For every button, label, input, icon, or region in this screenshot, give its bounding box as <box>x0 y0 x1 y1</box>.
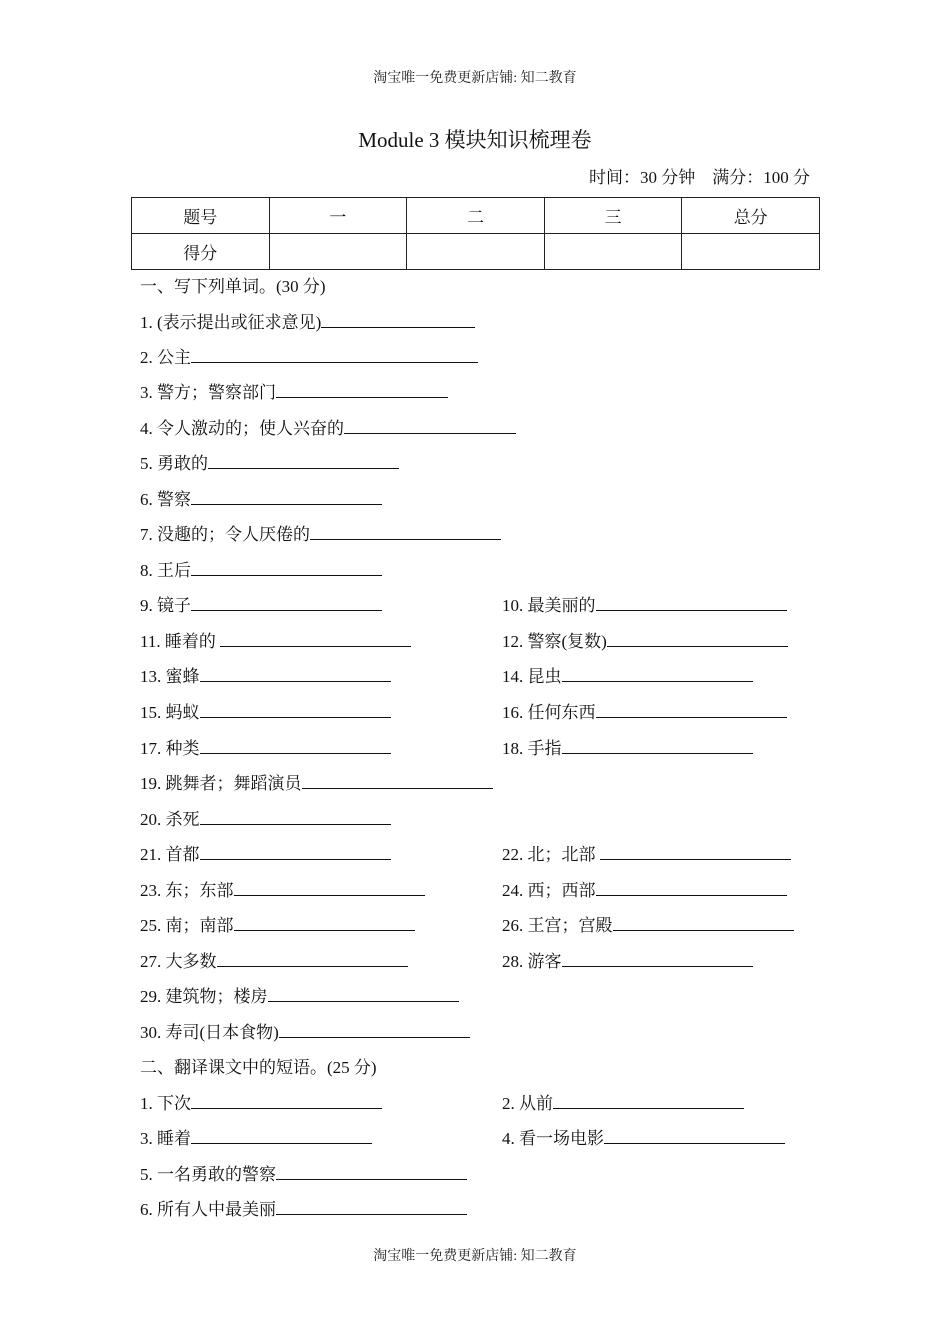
answer-blank[interactable] <box>279 1021 470 1038</box>
answer-blank[interactable] <box>200 701 391 718</box>
score-header-cell: 三 <box>544 198 682 234</box>
question-label: 4. 令人激动的；使人兴奋的 <box>140 419 344 438</box>
answer-blank[interactable] <box>600 843 791 860</box>
answer-blank[interactable] <box>276 381 448 398</box>
answer-blank[interactable] <box>234 914 415 931</box>
answer-blank[interactable] <box>191 594 382 611</box>
question-label: 23. 东；东部 <box>140 881 234 900</box>
answer-blank[interactable] <box>191 559 382 576</box>
answer-blank[interactable] <box>596 879 787 896</box>
answer-blank[interactable] <box>208 452 399 469</box>
answer-blank[interactable] <box>596 594 787 611</box>
question-item <box>140 698 391 723</box>
section-2-heading: 二、翻译课文中的短语。(25 分) <box>140 1058 377 1077</box>
score-header-cell: 题号 <box>132 198 270 234</box>
question-label: 11. 睡着的 <box>140 632 221 651</box>
answer-blank[interactable] <box>200 737 391 754</box>
answer-blank[interactable] <box>200 843 391 860</box>
answer-blank[interactable] <box>276 1198 467 1215</box>
answer-blank[interactable] <box>217 950 408 967</box>
question-label: 22. 北；北部 <box>502 845 600 864</box>
question-label: 25. 南；南部 <box>140 916 234 935</box>
question-label: 8. 王后 <box>140 561 191 580</box>
question-label: 6. 所有人中最美丽 <box>140 1200 276 1219</box>
score-header-cell: 一 <box>269 198 407 234</box>
question-item <box>502 1124 785 1149</box>
answer-blank[interactable] <box>321 311 475 328</box>
question-label: 24. 西；西部 <box>502 881 596 900</box>
question-item <box>502 840 791 865</box>
answer-blank[interactable] <box>344 417 516 434</box>
answer-blank[interactable] <box>234 879 425 896</box>
score-input-cell[interactable] <box>682 234 820 270</box>
answer-blank[interactable] <box>268 985 459 1002</box>
answer-blank[interactable] <box>200 665 391 682</box>
question-label: 27. 大多数 <box>140 952 217 971</box>
answer-blank[interactable] <box>191 1092 382 1109</box>
question-item <box>140 805 391 830</box>
question-label: 5. 一名勇敢的警察 <box>140 1165 276 1184</box>
question-label: 7. 没趣的；令人厌倦的 <box>140 525 310 544</box>
score-input-cell[interactable] <box>544 234 682 270</box>
question-item <box>140 1018 470 1043</box>
question-item <box>140 734 391 759</box>
question-item <box>140 308 475 333</box>
question-item <box>140 1160 467 1185</box>
page-footer: 淘宝唯一免费更新店铺: 知二教育 <box>373 1249 577 1264</box>
page-header: 淘宝唯一免费更新店铺: 知二教育 <box>373 71 577 86</box>
answer-blank[interactable] <box>604 1127 785 1144</box>
question-label: 5. 勇敢的 <box>140 454 208 473</box>
question-item <box>140 520 501 545</box>
question-item <box>502 591 787 616</box>
answer-blank[interactable] <box>607 630 788 647</box>
score-table-header-row <box>132 198 820 234</box>
question-label: 16. 任何东西 <box>502 703 596 722</box>
answer-blank[interactable] <box>553 1092 744 1109</box>
answer-blank[interactable] <box>613 914 794 931</box>
answer-blank[interactable] <box>191 1127 372 1144</box>
question-item <box>140 1124 372 1149</box>
question-label: 26. 王宫；宫殿 <box>502 916 613 935</box>
question-item <box>140 911 415 936</box>
question-label: 15. 蚂蚁 <box>140 703 200 722</box>
question-label: 21. 首都 <box>140 845 200 864</box>
score-row-label: 得分 <box>132 234 270 270</box>
question-label: 19. 跳舞者；舞蹈演员 <box>140 774 302 793</box>
question-label: 2. 从前 <box>502 1094 553 1113</box>
question-item <box>140 876 425 901</box>
section-1-heading: 一、写下列单词。(30 分) <box>140 277 326 296</box>
question-label: 29. 建筑物；楼房 <box>140 987 268 1006</box>
score-input-cell[interactable] <box>407 234 545 270</box>
answer-blank[interactable] <box>596 701 787 718</box>
question-label: 14. 昆虫 <box>502 667 562 686</box>
question-label: 3. 睡着 <box>140 1129 191 1148</box>
score-input-cell[interactable] <box>269 234 407 270</box>
answer-blank[interactable] <box>191 346 478 363</box>
question-label: 6. 警察 <box>140 490 191 509</box>
question-label: 12. 警察(复数) <box>502 632 607 651</box>
question-item <box>140 947 408 972</box>
score-header-cell: 总分 <box>682 198 820 234</box>
answer-blank[interactable] <box>562 737 753 754</box>
question-item <box>140 769 493 794</box>
question-item <box>140 414 516 439</box>
question-item <box>140 556 382 581</box>
question-item <box>502 627 788 652</box>
answer-blank[interactable] <box>191 488 382 505</box>
answer-blank[interactable] <box>220 630 411 647</box>
question-label: 9. 镜子 <box>140 596 191 615</box>
question-label: 1. (表示提出或征求意见) <box>140 313 322 332</box>
question-item <box>502 698 787 723</box>
score-header-cell: 二 <box>407 198 545 234</box>
question-label: 1. 下次 <box>140 1094 191 1113</box>
question-label: 17. 种类 <box>140 739 200 758</box>
answer-blank[interactable] <box>276 1163 467 1180</box>
question-item <box>140 378 448 403</box>
question-item <box>140 449 399 474</box>
question-label: 30. 寿司(日本食物) <box>140 1023 279 1042</box>
question-item <box>502 876 787 901</box>
question-item <box>140 343 478 368</box>
question-item <box>140 662 391 687</box>
question-item <box>140 1089 382 1114</box>
score-table <box>131 197 820 270</box>
time-and-score-info: 时间：30 分钟 满分：100 分 <box>589 168 810 187</box>
question-item <box>502 947 753 972</box>
question-item <box>140 982 459 1007</box>
question-item <box>502 734 753 759</box>
question-label: 4. 看一场电影 <box>502 1129 604 1148</box>
question-label: 20. 杀死 <box>140 810 200 829</box>
question-item <box>502 911 794 936</box>
answer-blank[interactable] <box>310 523 501 540</box>
question-label: 3. 警方；警察部门 <box>140 383 276 402</box>
question-item <box>140 591 382 616</box>
answer-blank[interactable] <box>200 808 391 825</box>
question-item <box>140 1195 467 1220</box>
answer-blank[interactable] <box>562 950 753 967</box>
question-label: 2. 公主 <box>140 348 191 367</box>
question-item <box>140 485 382 510</box>
question-label: 28. 游客 <box>502 952 562 971</box>
answer-blank[interactable] <box>562 665 753 682</box>
question-item <box>140 840 391 865</box>
question-item <box>140 627 411 652</box>
question-label: 18. 手指 <box>502 739 562 758</box>
question-item <box>502 662 753 687</box>
question-label: 10. 最美丽的 <box>502 596 596 615</box>
question-label: 13. 蜜蜂 <box>140 667 200 686</box>
question-item <box>502 1089 744 1114</box>
answer-blank[interactable] <box>302 772 493 789</box>
score-table-score-row <box>132 234 820 270</box>
page-title: Module 3 模块知识梳理卷 <box>358 128 592 152</box>
